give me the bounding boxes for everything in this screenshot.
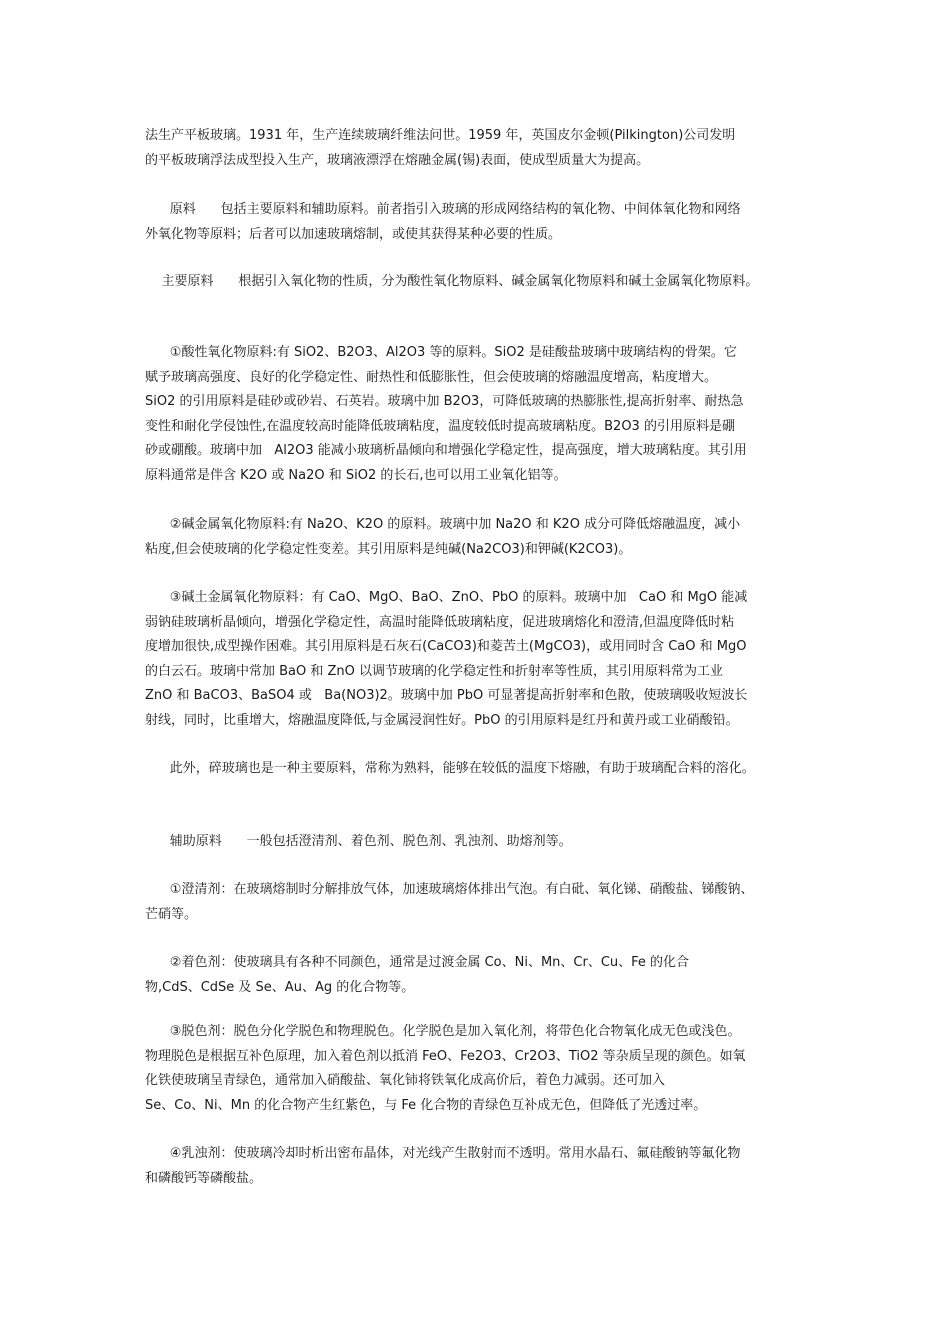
paragraph-main-raw-materials: 主要原料 根据引入氧化物的性质，分为酸性氧化物原料、碱金属氧化物原料和碱土金属氧化物原料。 <box>145 274 759 289</box>
paragraph-fining-agents: ①澄清剂：在玻璃熔制时分解排放气体，加速玻璃熔体排出气泡。有白砒、氧化锑、硝酸盐、锑酸钠、 芒硝等。 <box>145 882 754 922</box>
paragraph-auxiliary-materials: 辅助原料 一般包括澄清剂、着色剂、脱色剂、乳浊剂、助熔剂等。 <box>145 834 572 849</box>
paragraph-colorants: ②着色剂：使玻璃具有各种不同颜色，通常是过渡金属 Co、Ni、Mn、Cr、Cu、Fe 的化合 物,CdS、CdSe 及 Se、Au、Ag 的化合物等。 <box>145 955 690 995</box>
paragraph-acidic-oxides: ①酸性氧化物原料:有 SiO2、B2O3、Al2O3 等的原料。SiO2 是硅酸盐玻璃中玻璃结构的骨架。它 赋予玻璃高强度、良好的化学稳定性、耐热性和低膨胀性，但会使玻璃的熔融温度增高，粘度增大。 SiO2 的引用原料是硅砂或砂岩、石英岩。玻璃中加 B2O3，可降低玻璃的热膨胀性,提高折射率、耐热急 变性和耐化学侵蚀性,在温度较高时能降低玻璃粘度，温度较低时提高玻璃粘度。B2O3 的引用原料是硼 砂或硼酸。玻璃中加 Al2O3 能减小玻璃析晶倾向和增强化学稳定性，提高强度，增大玻璃粘度。其引用 原料通常是伴含 K2O 或 Na2O 和 SiO2 的长石,也可以用工业氧化铝等。 <box>145 345 747 483</box>
paragraph-decolorizers: ③脱色剂：脱色分化学脱色和物理脱色。化学脱色是加入氧化剂，将带色化合物氧化成无色或浅色。 物理脱色是根据互补色原理，加入着色剂以抵消 FeO、Fe2O3、Cr2O3、TiO2 等杂质呈现的颜色。如氧 化铁使玻璃呈青绿色，通常加入硝酸盐、氧化铈将铁氧化成高价后，着色力减弱。还可加入 Se、Co、Ni、Mn 的化合物产生红紫色，与 Fe 化合物的青绿色互补成无色，但降低了光透过率。 <box>145 1024 746 1113</box>
paragraph-alkaline-earth-oxides: ③碱土金属氧化物原料：有 CaO、MgO、BaO、ZnO、PbO 的原料。玻璃中加 CaO 和 MgO 能减 弱钠硅玻璃析晶倾向，增强化学稳定性，高温时能降低玻璃粘度，促进玻璃熔化和澄清,但温度降低时粘 度增加很快,成型操作困难。其引用原料是石灰石(CaCO3)和菱苦土(MgCO3)，或用同时含 CaO 和 MgO 的白云石。玻璃中常加 BaO 和 ZnO 以调节玻璃的化学稳定性和折射率等性质，其引用原料常为工业 ZnO 和 BaCO3、BaSO4 或 Ba(NO3)2。玻璃中加 PbO 可显著提高折射率和色散，使玻璃吸收短波长 射线，同时，比重增大，熔融温度降低,与金属浸润性好。PbO 的引用原料是红丹和黄丹或工业硝酸铅。 <box>145 590 748 728</box>
paragraph-alkali-metal-oxides: ②碱金属氧化物原料:有 Na2O、K2O 的原料。玻璃中加 Na2O 和 K2O 成分可降低熔融温度，减小 粘度,但会使玻璃的化学稳定性变差。其引用原料是纯碱(Na2CO3)和钾碱(K2CO3)。 <box>145 517 741 557</box>
paragraph-float-glass-history: 法生产平板玻璃。1931 年，生产连续玻璃纤维法问世。1959 年，英国皮尔金顿(Pilkington)公司发明 的平板玻璃浮法成型投入生产，玻璃液漂浮在熔融金属(锡)表面，使成型质量大为提高。 <box>145 128 736 168</box>
paragraph-raw-materials: 原料 包括主要原料和辅助原料。前者指引入玻璃的形成网络结构的氧化物、中间体氧化物和网络 外氧化物等原料；后者可以加速玻璃熔制，或使其获得某种必要的性质。 <box>145 202 741 242</box>
paragraph-cullet: 此外，碎玻璃也是一种主要原料，常称为熟料，能够在较低的温度下熔融，有助于玻璃配合料的溶化。 <box>145 761 755 776</box>
paragraph-opacifiers: ④乳浊剂：使玻璃冷却时析出密布晶体，对光线产生散射而不透明。常用水晶石、氟硅酸钠等氟化物 和磷酸钙等磷酸盐。 <box>145 1146 741 1186</box>
